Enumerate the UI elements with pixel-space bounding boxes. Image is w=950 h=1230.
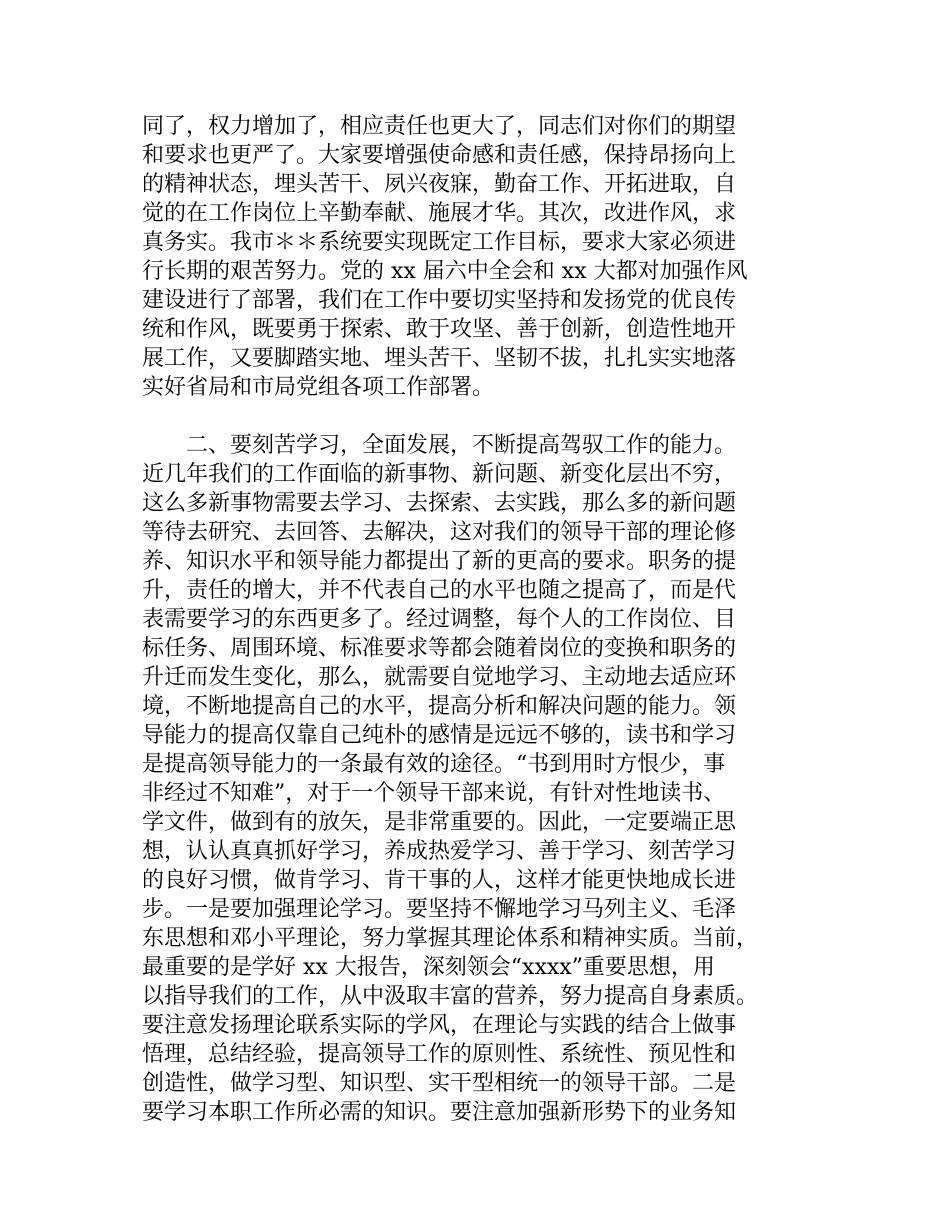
text-line: 升迁而发生变化，那么，就需要自觉地学习、主动地去适应环	[142, 665, 737, 690]
text-line: 创造性，做学习型、知识型、实干型相统一的领导干部。二是	[142, 1071, 737, 1096]
text-line: 真务实。我市＊＊系统要实现既定工作目标，要求大家必须进	[142, 230, 737, 255]
paragraph-2	[142, 431, 842, 1127]
text-line: 升，责任的增大，并不代表自己的水平也随之提高了，而是代	[142, 578, 737, 603]
text-line: 觉的在工作岗位上辛勤奉献、施展才华。其次，改进作风，求	[142, 201, 737, 226]
text-line: 同了，权力增加了，相应责任也更大了，同志们对你们的期望	[142, 114, 737, 139]
text-line: 标任务、周围环境、标准要求等都会随着岗位的变换和职务的	[142, 636, 737, 661]
text-line: 是提高领导能力的一条最有效的途径。“书到用时方恨少，事	[142, 752, 726, 777]
paragraph-spacer	[142, 402, 842, 431]
text-line: 养、知识水平和领导能力都提出了新的更高的要求。职务的提	[142, 549, 737, 574]
text-line: 要注意发扬理论联系实际的学风，在理论与实践的结合上做事	[142, 1013, 737, 1038]
text-line: 和要求也更严了。大家要增强使命感和责任感，保持昂扬向上	[142, 143, 737, 168]
text-line: 这么多新事物需要去学习、去探索、去实践，那么多的新问题	[142, 491, 737, 516]
text-line: 境，不断地提高自己的水平，提高分析和解决问题的能力。领	[142, 694, 737, 719]
text-line-heading: 二、要刻苦学习，全面发展，不断提高驾驭工作的能力。	[186, 433, 737, 458]
document-page	[142, 112, 842, 1127]
text-line: 统和作风，既要勇于探索、敢于攻坚、善于创新，创造性地开	[142, 317, 737, 342]
text-line: 等待去研究、去回答、去解决，这对我们的领导干部的理论修	[142, 520, 737, 545]
text-line: 最重要的是学好 xx 大报告，深刻领会“xxxx”重要思想，用	[142, 955, 715, 980]
text-line: 展工作，又要脚踏实地、埋头苦干、坚韧不拔，扎扎实实地落	[142, 346, 737, 371]
text-line: 学文件，做到有的放矢，是非常重要的。因此，一定要端正思	[142, 810, 737, 835]
paragraph-1	[142, 112, 842, 402]
text-line: 的精神状态，埋头苦干、夙兴夜寐，勤奋工作、开拓进取，自	[142, 172, 737, 197]
text-line: 想，认认真真抓好学习，养成热爱学习、善于学习、刻苦学习	[142, 839, 737, 864]
text-line: 表需要学习的东西更多了。经过调整，每个人的工作岗位、目	[142, 607, 737, 632]
text-line: 东思想和邓小平理论，努力掌握其理论体系和精神实质。当前，	[142, 926, 759, 951]
text-line: 要学习本职工作所必需的知识。要注意加强新形势下的业务知	[142, 1100, 737, 1125]
text-line: 以指导我们的工作，从中汲取丰富的营养，努力提高自身素质。	[142, 984, 759, 1009]
text-line: 的良好习惯，做肯学习、肯干事的人，这样才能更快地成长进	[142, 868, 737, 893]
text-line: 建设进行了部署，我们在工作中要切实坚持和发扬党的优良传	[142, 288, 737, 313]
text-line: 近几年我们的工作面临的新事物、新问题、新变化层出不穷，	[142, 462, 737, 487]
text-line: 悟理，总结经验，提高领导工作的原则性、系统性、预见性和	[142, 1042, 737, 1067]
text-line: 非经过不知难”，对于一个领导干部来说，有针对性地读书、	[142, 781, 726, 806]
text-line: 行长期的艰苦努力。党的 xx 届六中全会和 xx 大都对加强作风	[142, 259, 748, 284]
text-line: 导能力的提高仅靠自己纯朴的感情是远远不够的，读书和学习	[142, 723, 737, 748]
text-line: 实好省局和市局党组各项工作部署。	[142, 375, 495, 400]
text-line: 步。一是要加强理论学习。要坚持不懈地学习马列主义、毛泽	[142, 897, 737, 922]
